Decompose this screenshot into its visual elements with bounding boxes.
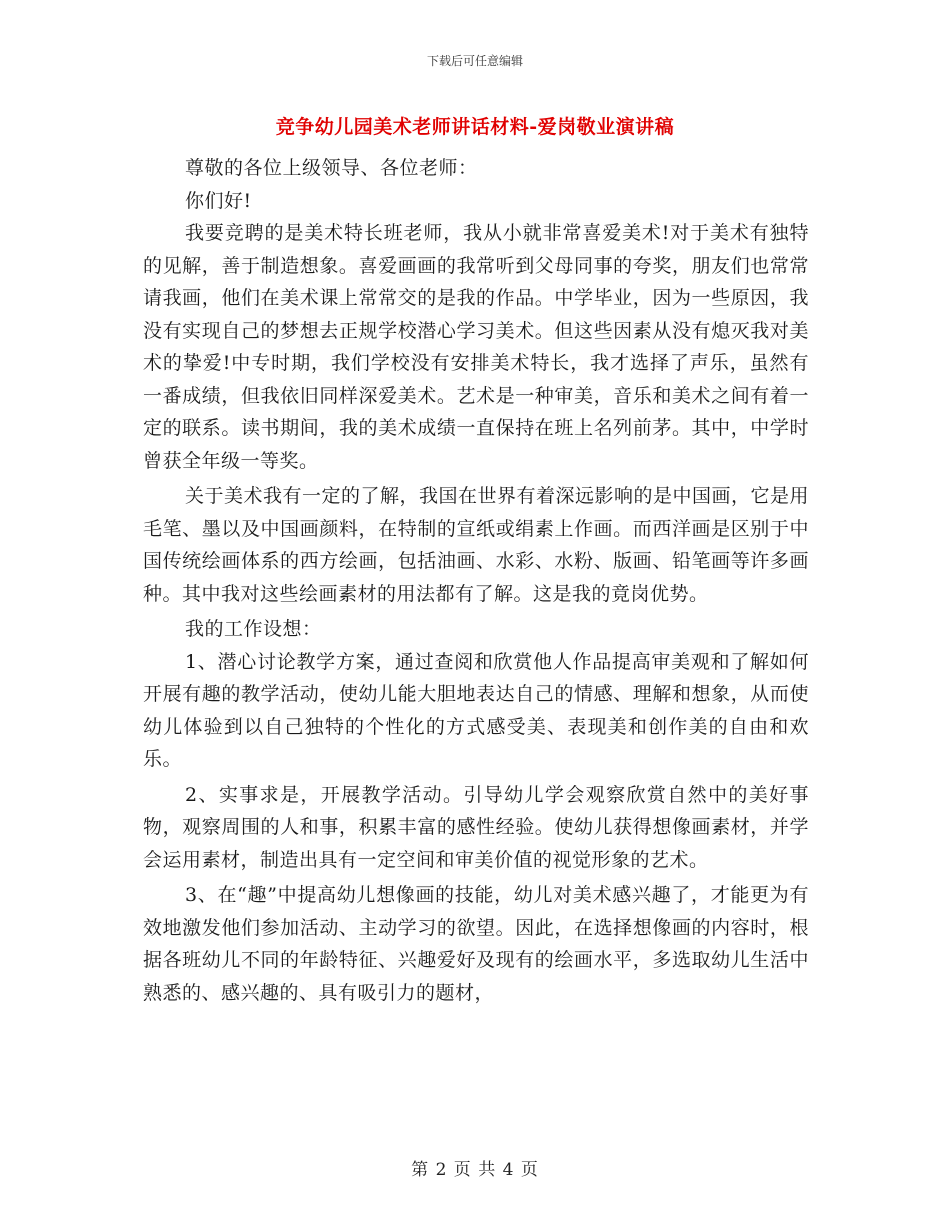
background-paragraph: 我要竞聘的是美术特长班老师，我从小就非常喜爱美术!对于美术有独特的见解，善于制造想象。喜爱画画的我常听到父母同事的夸奖，朋友们也常常请我画，他们在美术课上常常交的是我的作品。中学毕业，因为一些原因，我没有实现自己的梦想去正规学校潜心学习美术。但这些因素从没有熄灭我对美术的挚爱!中专时期，我们学校没有安排美术特长，我才选择了声乐，虽然有一番成绩，但我依旧同样深爱美术。艺术是一种审美，音乐和美术之间有着一定的联系。读书期间，我的美术成绩一直保持在班上名列前茅。其中，中学时曾获全年级一等奖。 <box>143 222 809 472</box>
document-title: 竞争幼儿园美术老师讲话材料-爱岗敬业演讲稿 <box>275 116 675 138</box>
knowledge-paragraph: 关于美术我有一定的了解，我国在世界有着深远影响的是中国画，它是用毛笔、墨以及中国画颜料，在特制的宣纸或绢素上作画。而西洋画是区别于中国传统绘画体系的西方绘画，包括油画、水彩、水粉、版画、铅笔画等许多画种。其中我对这些绘画素材的用法都有了解。这是我的竟岗优势。 <box>143 485 810 605</box>
document-body <box>143 152 809 1009</box>
greeting-paragraph: 你们好! <box>185 189 252 212</box>
plan-item-3-paragraph: 3、在“趣”中提高幼儿想像画的技能，幼儿对美术感兴趣了，才能更为有效地激发他们参加活动、主动学习的欲望。因此，在选择想像画的内容时，根据各班幼儿不同的年龄特征、兴趣爱好及现有的绘画水平，多选取幼儿生活中熟悉的、感兴趣的、具有吸引力的题材， <box>143 884 809 1004</box>
page-number: 第 2 页 共 4 页 <box>411 1160 539 1180</box>
plan-heading-paragraph: 我的工作设想： <box>185 618 322 640</box>
header-note: 下载后可任意编辑 <box>426 54 523 68</box>
plan-item-2-paragraph: 2、实事求是，开展教学活动。引导幼儿学会观察欣赏自然中的美好事物，观察周围的人和事，积累丰富的感性经验。使幼儿获得想像画素材，并学会运用素材，制造出具有一定空间和审美价值的视觉形象的艺术。 <box>143 783 809 871</box>
plan-item-1-paragraph: 1、潜心讨论教学方案，通过查阅和欣赏他人作品提高审美观和了解如何开展有趣的教学活动，使幼儿能大胆地表达自己的情感、理解和想象，从而使幼儿体验到以自己独特的个性化的方式感受美、表现美和创作美的自由和欢乐。 <box>143 650 809 770</box>
salutation-paragraph: 尊敬的各位上级领导、各位老师： <box>185 157 478 179</box>
